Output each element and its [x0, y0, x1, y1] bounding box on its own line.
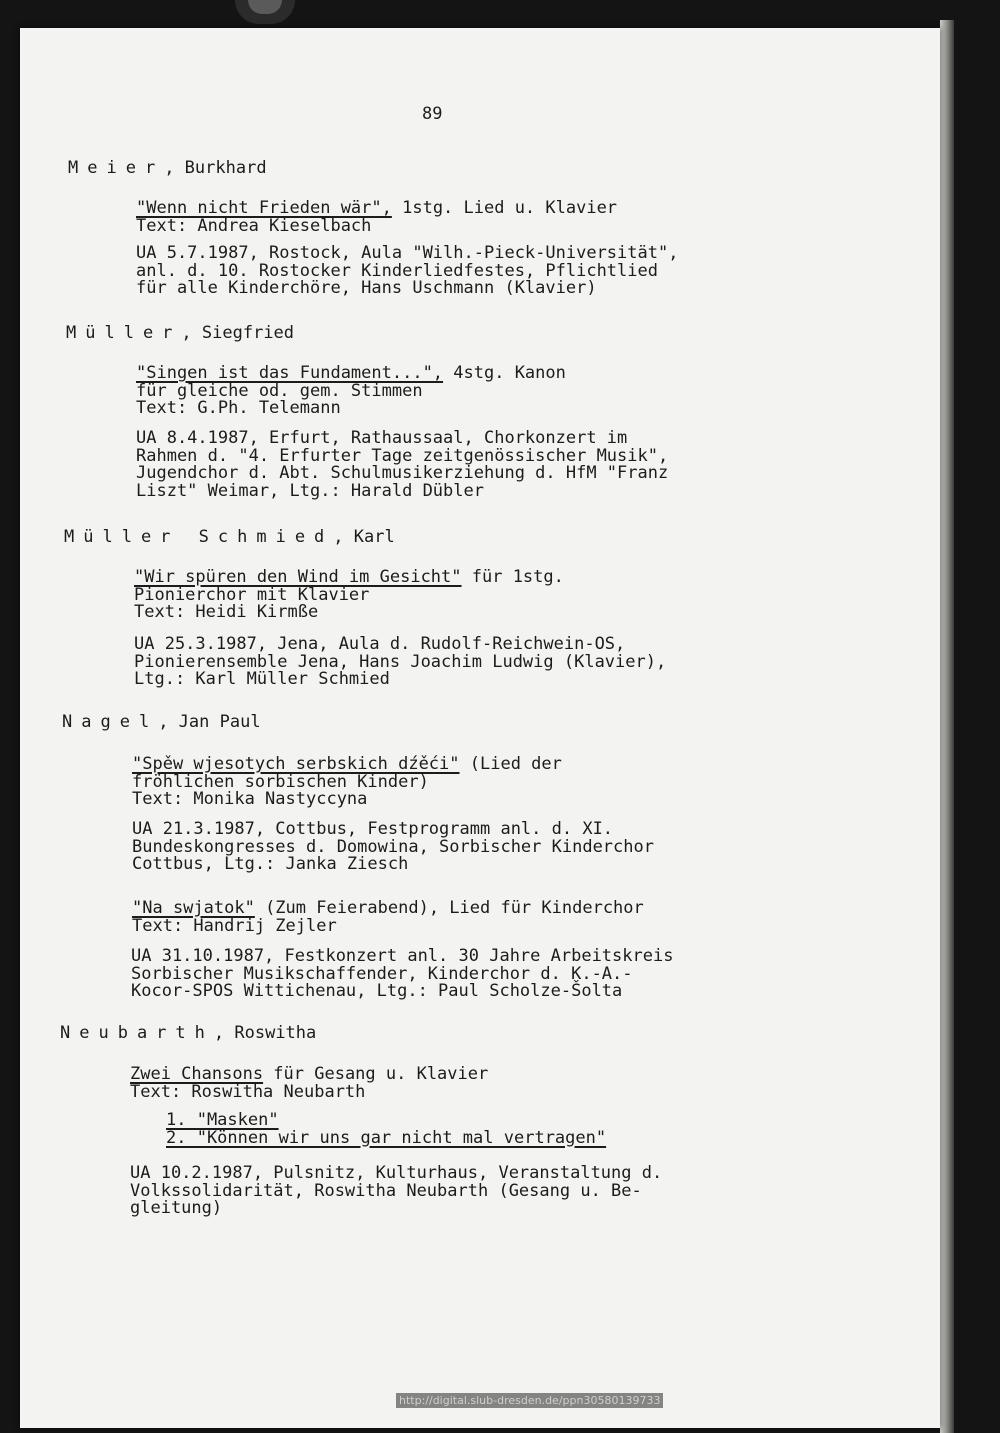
work-description: für 1stg.	[461, 567, 564, 587]
premiere-line: UA 25.3.1987, Jena, Aula d. Rudolf-Reichwein-OS,	[134, 634, 626, 654]
premiere-info	[136, 245, 678, 298]
work-description: für Gesang u. Klavier	[263, 1064, 489, 1084]
premiere-line: UA 8.4.1987, Erfurt, Rathaussaal, Chorkonzert im	[136, 428, 628, 448]
work-title: Zwei Chansons	[130, 1064, 264, 1084]
work-title: "Wenn nicht Frieden wär",	[136, 198, 392, 218]
work-text-line: Text: Heidi Kirmße	[134, 602, 319, 622]
work-entry	[134, 569, 564, 622]
premiere-line: Pionierensemble Jena, Hans Joachim Ludwig (Klavier),	[134, 651, 667, 672]
work-description: (Lied der	[459, 754, 562, 774]
composer-heading: Meier, Burkhard	[68, 158, 267, 178]
work-text-line: fröhlichen sorbischen Kinder)	[132, 771, 429, 792]
composer-firstname: Siegfried	[201, 323, 295, 343]
work-title: "Wir spüren den Wind im Gesicht"	[134, 567, 462, 587]
premiere-line: Jugendchor d. Abt. Schulmusikerziehung d. HfM "Franz	[136, 463, 669, 483]
work-text-line: Text: G.Ph. Telemann	[136, 398, 341, 418]
premiere-info	[134, 636, 666, 689]
premiere-line: anl. d. 10. Rostocker Kinderliedfestes, Pflichtlied	[136, 260, 658, 281]
composer-firstname: Burkhard	[184, 158, 267, 178]
premiere-line: Liszt" Weimar, Ltg.: Harald Dübler	[136, 480, 484, 501]
composer-heading: Müller, Siegfried	[66, 323, 295, 343]
work-text-line: Text: Monika Nastyccyna	[132, 789, 368, 809]
composer-heading: Neubarth, Roswitha	[60, 1023, 317, 1043]
song-list-item: 2. "Können wir uns gar nicht mal vertragen"	[166, 1127, 607, 1148]
composer-heading: Müller Schmied, Karl	[64, 527, 395, 547]
premiere-line: UA 10.2.1987, Pulsnitz, Kulturhaus, Veranstaltung d.	[130, 1163, 663, 1183]
work-text-line: Text: Roswitha Neubarth	[130, 1081, 366, 1102]
work-entry	[132, 756, 562, 809]
premiere-line: UA 5.7.1987, Rostock, Aula "Wilh.-Pieck-Universität",	[136, 243, 679, 263]
watermark-url: http://digital.slub-dresden.de/ppn30580139733	[396, 1393, 663, 1408]
composer-surname: Meier	[68, 158, 165, 178]
work-text-line: für gleiche od. gem. Stimmen	[136, 380, 423, 401]
premiere-line: Rahmen d. "4. Erfurter Tage zeitgenössischer Musik",	[136, 445, 669, 466]
work-description: 4stg. Kanon	[443, 363, 566, 383]
premiere-line: UA 31.10.1987, Festkonzert anl. 30 Jahre Arbeitskreis	[131, 946, 674, 966]
work-entry	[136, 365, 566, 418]
premiere-line: Sorbischer Musikschaffender, Kinderchor d. K.-A.-	[131, 963, 633, 984]
premiere-line: Bundeskongresses d. Domowina, Sorbischer Kinderchor	[132, 836, 654, 857]
work-title: "Spěw wjesotych serbskich dźěći"	[132, 754, 460, 774]
page-edge	[940, 20, 954, 1433]
work-title: "Na swjatok"	[132, 898, 255, 918]
composer-firstname: Jan Paul	[178, 712, 261, 732]
song-list-item: 1. "Masken"	[166, 1110, 279, 1130]
work-text-line: Text: Handrij Zejler	[132, 915, 337, 936]
work-entry	[130, 1066, 488, 1101]
work-entry	[132, 900, 644, 935]
premiere-info	[130, 1165, 662, 1218]
premiere-line: UA 21.3.1987, Cottbus, Festprogramm anl. d. XI.	[132, 819, 614, 839]
work-description: 1stg. Lied u. Klavier	[391, 198, 618, 218]
composer-firstname: Roswitha	[234, 1023, 317, 1043]
page-number: 89	[422, 104, 443, 124]
work-title: "Singen ist das Fundament...",	[136, 363, 444, 383]
premiere-info	[131, 948, 673, 1001]
composer-firstname: Karl	[353, 527, 395, 547]
premiere-line: Ltg.: Karl Müller Schmied	[134, 669, 390, 689]
composer-surname: Neubarth	[60, 1023, 214, 1043]
composer-surname: Nagel	[62, 712, 159, 732]
work-text-line: Text: Andrea Kieselbach	[136, 215, 372, 236]
work-entry	[136, 200, 617, 235]
premiere-info	[132, 821, 654, 874]
premiere-line: für alle Kinderchöre, Hans Uschmann (Klavier)	[136, 278, 597, 298]
composer-surname: Müller Schmied	[64, 527, 334, 547]
premiere-line: gleitung)	[130, 1198, 223, 1218]
song-list	[166, 1112, 606, 1147]
premiere-line: Volkssolidarität, Roswitha Neubarth (Gesang u. Be-	[130, 1180, 642, 1201]
work-text-line: Pionierchor mit Klavier	[134, 584, 370, 605]
premiere-line: Cottbus, Ltg.: Janka Ziesch	[132, 854, 409, 874]
composer-surname: Müller	[66, 323, 182, 343]
premiere-line: Kocor-SPOS Wittichenau, Ltg.: Paul Scholze-Šolta	[131, 981, 623, 1001]
composer-heading: Nagel, Jan Paul	[62, 712, 261, 732]
premiere-info	[136, 430, 668, 500]
work-description: (Zum Feierabend), Lied für Kinderchor	[254, 898, 644, 918]
